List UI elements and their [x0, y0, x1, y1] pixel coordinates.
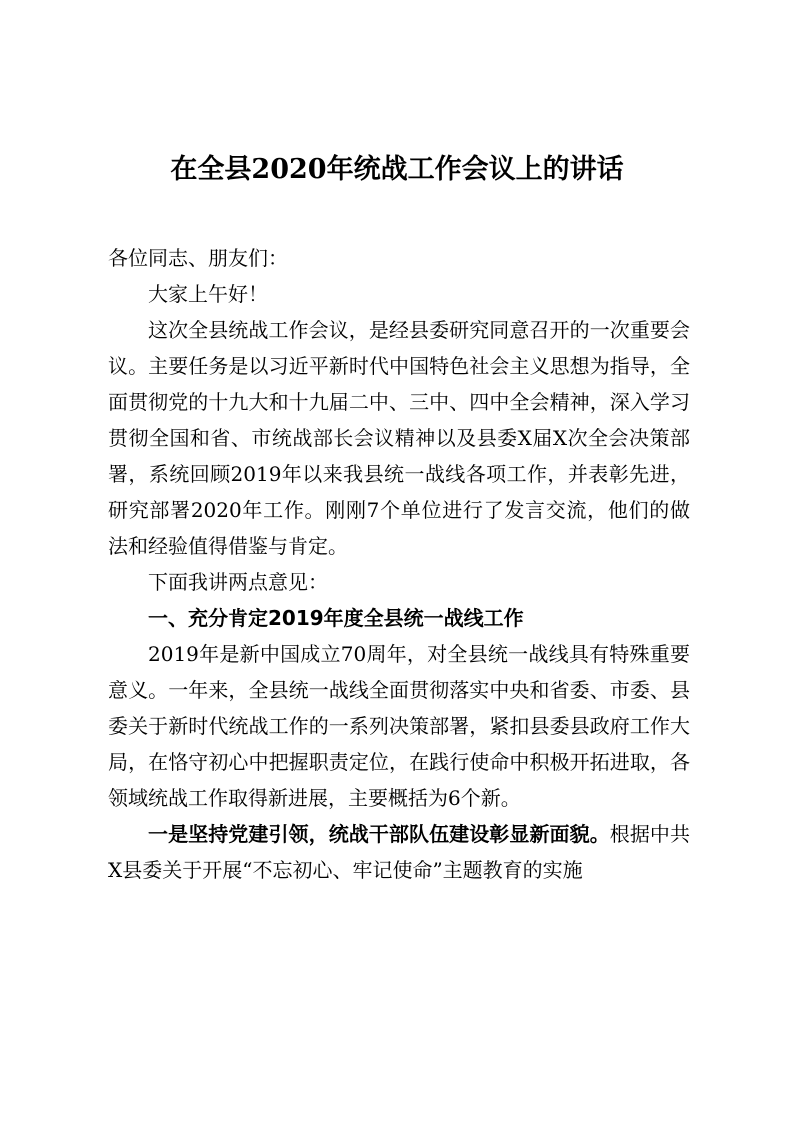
- paragraph-intro: 这次全县统战工作会议，是经县委研究同意召开的一次重要会议。主要任务是以习近平新时代中国特色社会主义思想为指导，全面贯彻党的十九大和十九届二中、三中、四中全会精神，深入学习贯彻全国和省、市统战部长会议精神以及县委X届X次全会决策部署，系统回顾2019年以来我县统一战线各项工作，并表彰先进，研究部署2020年工作。刚刚7个单位进行了发言交流，他们的做法和经验值得借鉴与肯定。: [108, 318, 690, 558]
- paragraph-review: 2019年是新中国成立70周年，对全县统一战线具有特殊重要意义。一年来，全县统一战线全面贯彻落实中央和省委、市委、县委关于新时代统战工作的一系列决策部署，紧扣县委县政府工作大局，在恪守初心中把握职责定位，在践行使命中积极开拓进取，各领域统战工作取得新进展，主要概括为6个新。: [108, 642, 690, 810]
- document-body: [108, 240, 690, 888]
- section-heading: 一、充分肯定2019年度全县统一战线工作: [148, 606, 524, 630]
- paragraph-point-one: [108, 816, 690, 888]
- greeting: 大家上午好！: [148, 282, 268, 306]
- paragraph-point-one-text: 根据中共X县委关于开展“不忘初心、牢记使命”主题教育的实施: [108, 822, 691, 882]
- salutation: 各位同志、朋友们：: [108, 246, 288, 270]
- paragraph-transition: 下面我讲两点意见：: [148, 570, 328, 594]
- paragraph-point-one-lead: 一是坚持党建引领，统战干部队伍建设彰显新面貌。: [148, 822, 610, 846]
- document-title: 在全县2020年统战工作会议上的讲话: [170, 154, 624, 185]
